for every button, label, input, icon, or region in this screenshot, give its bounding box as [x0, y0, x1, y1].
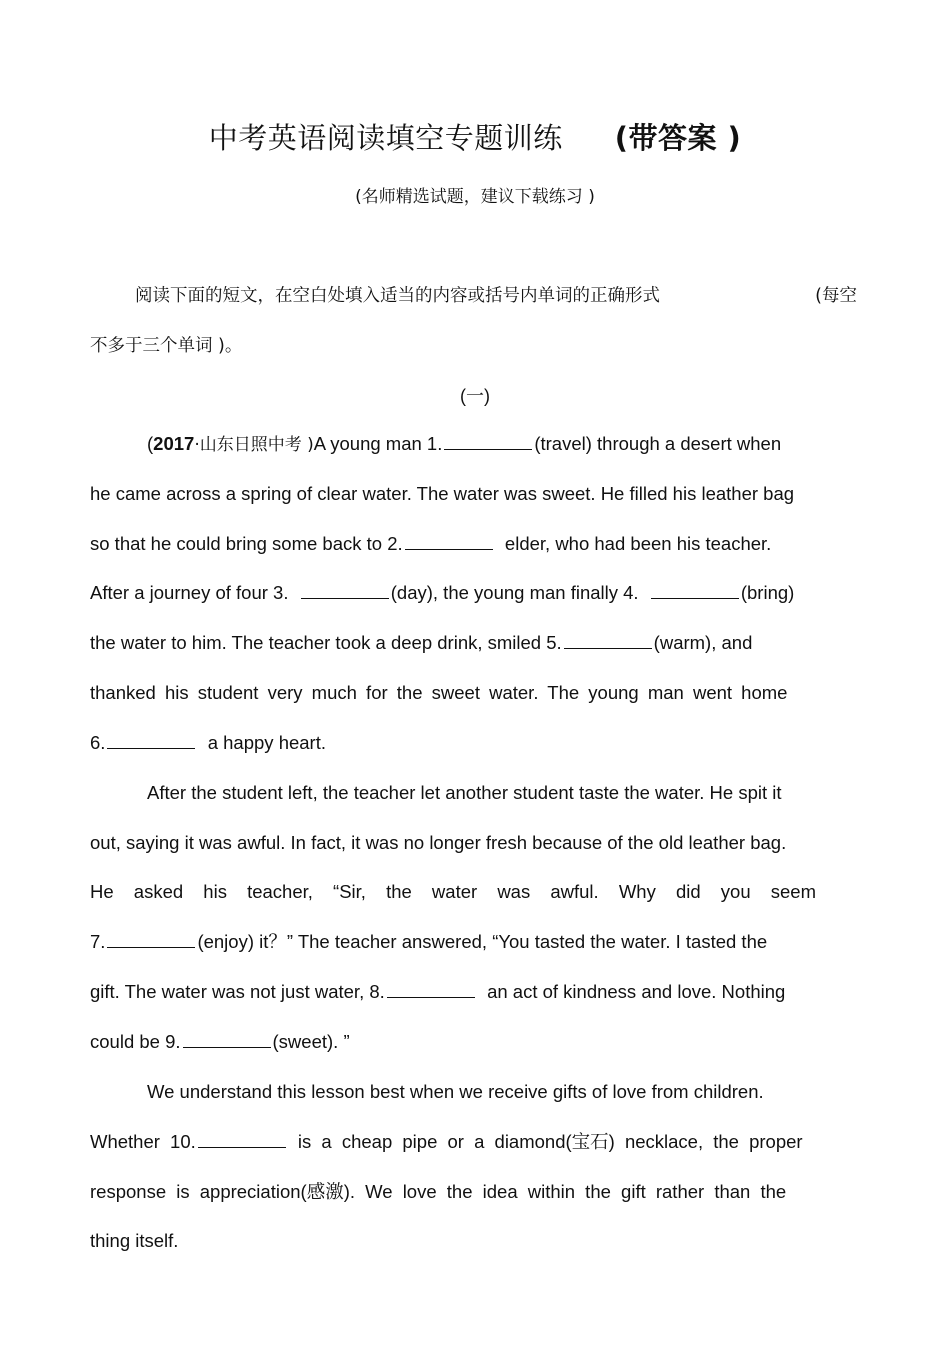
instructions-line-1: 阅读下面的短文，在空白处填入适当的内容或括号内单词的正确形式 (每空	[135, 286, 857, 306]
answer-blank-3[interactable]	[301, 597, 389, 599]
passage-line: We understand this lesson best when we receive gifts of love from children.	[147, 1081, 764, 1102]
title-text: 中考英语阅读填空专题训练	[208, 121, 563, 155]
passage-line: He asked his teacher, “Sir, the water was awful. Why did you seem	[90, 881, 816, 902]
answer-blank-4[interactable]	[651, 597, 739, 599]
section-label: (一)	[460, 386, 490, 406]
instructions-line-2: 不多于三个单词 )。	[90, 336, 243, 356]
page-subtitle: (名师精选试题，建议下载练习 )	[355, 187, 595, 207]
passage-line: thing itself.	[90, 1230, 179, 1251]
passage-line: After the student left, the teacher let another student taste the water. He spit it	[147, 782, 782, 803]
answer-blank-6[interactable]	[107, 747, 195, 749]
passage-line: After a journey of four 3. (day), the young man finally 4. (bring)	[90, 582, 795, 603]
answer-blank-9[interactable]	[183, 1046, 271, 1048]
answer-blank-8[interactable]	[387, 996, 475, 998]
passage-line: 7. (enjoy) it？” The teacher answered, “You tasted the water. I tasted the	[90, 931, 768, 952]
passage-line: the water to him. The teacher took a deep drink, smiled 5. (warm), and	[90, 632, 753, 653]
passage-line: thanked his student very much for the sweet water. The young man went home	[90, 682, 788, 703]
passage-line: (2017·山东日照中考 )A young man 1. (travel) through a desert when	[147, 433, 782, 455]
passage-line: could be 9. (sweet). ”	[90, 1031, 350, 1052]
title-suffix: (带答案 )	[614, 121, 742, 155]
answer-blank-1[interactable]	[444, 448, 532, 450]
passage-line: he came across a spring of clear water. The water was sweet. He filled his leather bag	[90, 483, 795, 504]
answer-blank-7[interactable]	[107, 946, 195, 948]
page-title	[0, 116, 950, 157]
passage-line: so that he could bring some back to 2. elder, who had been his teacher.	[90, 533, 772, 554]
passage-line: 6. a happy heart.	[90, 732, 326, 753]
passage-line: gift. The water was not just water, 8. an act of kindness and love. Nothing	[90, 981, 786, 1002]
passage-line: out, saying it was awful. In fact, it was no longer fresh because of the old leather bag.	[90, 832, 787, 853]
passage-line: Whether 10. is a cheap pipe or a diamond(宝石) necklace, the proper	[90, 1131, 803, 1152]
passage-line: response is appreciation(感激). We love the idea within the gift rather than the	[90, 1181, 787, 1202]
answer-blank-2[interactable]	[405, 548, 493, 550]
answer-blank-10[interactable]	[198, 1146, 286, 1148]
answer-blank-5[interactable]	[564, 647, 652, 649]
